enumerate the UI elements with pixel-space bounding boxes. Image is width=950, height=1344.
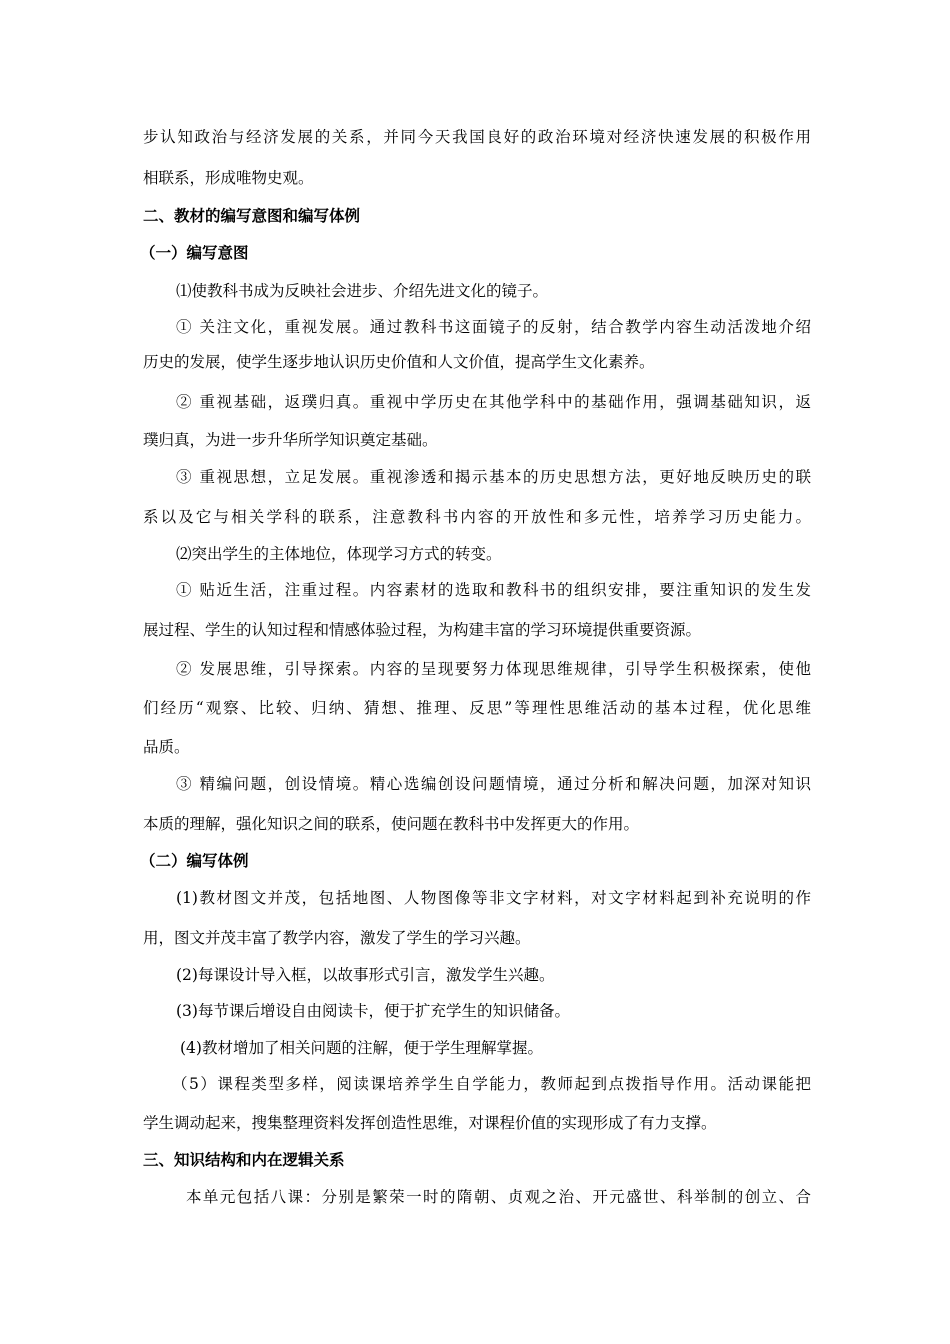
paragraph-line: 学生调动起来，搜集整理资料发挥创造性思维，对课程价值的实现形成了有力支撑。: [143, 1114, 717, 1132]
paragraph-line: 历史的发展，使学生逐步地认识历史价值和人文价值，提高学生文化素养。: [143, 353, 655, 371]
paragraph-line: ② 重视基础，返璞归真。重视中学历史在其他学科中的基础作用，强调基础知识，返: [176, 393, 811, 411]
paragraph-line: 品质。: [143, 738, 190, 756]
paragraph-line: (1)教材图文并茂，包括地图、人物图像等非文字材料，对文字材料起到补充说明的作: [176, 889, 811, 907]
list-item: (3)每节课后增设自由阅读卡，便于扩充学生的知识储备。: [176, 1002, 570, 1020]
section-heading: 三、知识结构和内在逻辑关系: [143, 1151, 345, 1169]
paragraph-line: 本单元包括八课：分别是繁荣一时的隋朝、贞观之治、开元盛世、科举制的创立、合: [186, 1188, 811, 1206]
section-heading: 二、教材的编写意图和编写体例: [143, 207, 361, 225]
paragraph-line: ③ 精编问题，创设情境。精心选编创设问题情境，通过分析和解决问题，加深对知识: [176, 775, 811, 793]
paragraph-line: （5）课程类型多样，阅读课培养学生自学能力，教师起到点拨指导作用。活动课能把: [172, 1075, 811, 1093]
paragraph-line: 本质的理解，强化知识之间的联系，使问题在教科书中发挥更大的作用。: [143, 815, 640, 833]
paragraph-line: ① 贴近生活，注重过程。内容素材的选取和教科书的组织安排，要注重知识的发生发: [176, 581, 811, 599]
paragraph-line: 步认知政治与经济发展的关系，并同今天我国良好的政治环境对经济快速发展的积极作用: [143, 128, 811, 146]
paragraph-line: 展过程、学生的认知过程和情感体验过程，为构建丰富的学习环境提供重要资源。: [143, 621, 702, 639]
paragraph-line: ③ 重视思想，立足发展。重视渗透和揭示基本的历史思想方法，更好地反映历史的联: [176, 468, 811, 486]
paragraph-line: ② 发展思维，引导探索。内容的呈现要努力体现思维规律，引导学生积极探索，使他: [176, 660, 811, 678]
list-item: ⑴使教科书成为反映社会进步、介绍先进文化的镜子。: [176, 282, 549, 300]
paragraph-line: 璞归真，为进一步升华所学知识奠定基础。: [143, 431, 438, 449]
paragraph-line: ① 关注文化，重视发展。通过教科书这面镜子的反射，结合教学内容生动活泼地介绍: [176, 318, 811, 336]
paragraph-line: 系以及它与相关学科的联系，注意教科书内容的开放性和多元性，培养学习历史能力。: [143, 508, 811, 526]
subsection-heading: （一）编写意图: [140, 244, 249, 262]
paragraph-line: 用，图文并茂丰富了教学内容，激发了学生的学习兴趣。: [143, 929, 531, 947]
paragraph-line: 相联系，形成唯物史观。: [143, 169, 314, 187]
list-item: (2)每课设计导入框，以故事形式引言，激发学生兴趣。: [176, 966, 555, 984]
subsection-heading: （二）编写体例: [140, 852, 249, 870]
list-item: (4)教材增加了相关问题的注解，便于学生理解掌握。: [180, 1039, 543, 1057]
list-item: ⑵突出学生的主体地位，体现学习方式的转变。: [176, 545, 502, 563]
paragraph-line: 们经历“观察、比较、归纳、猜想、推理、反思”等理性思维活动的基本过程，优化思维: [143, 699, 811, 717]
